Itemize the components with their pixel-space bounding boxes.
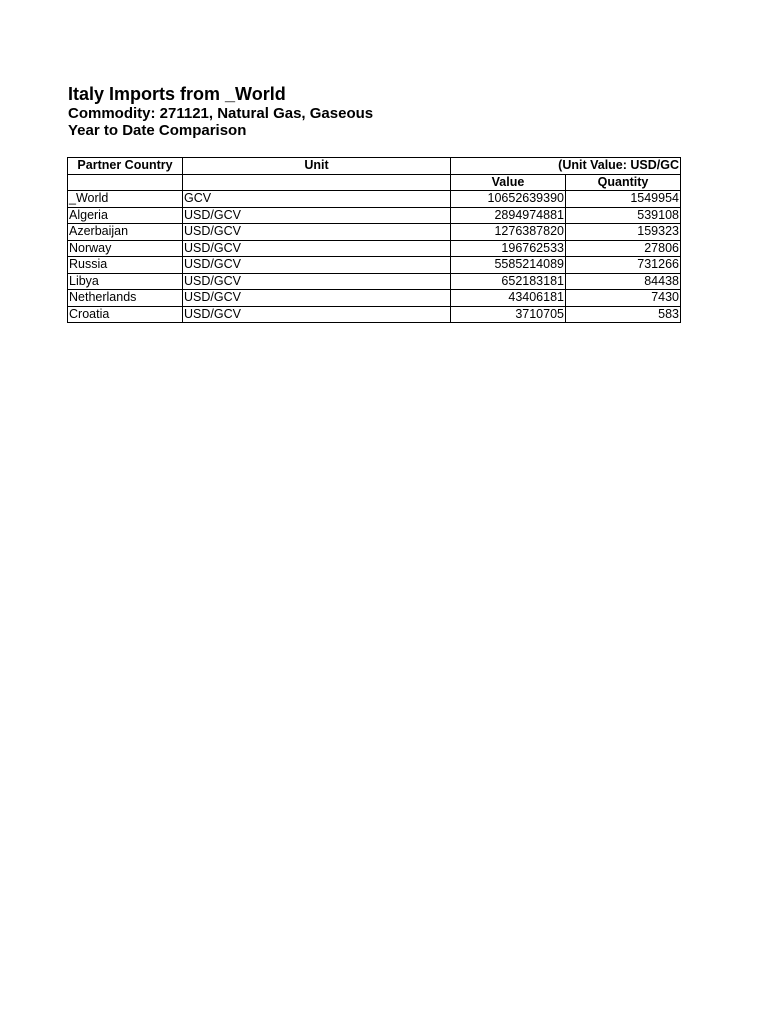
country-cell: Norway — [68, 240, 183, 257]
unit-cell: USD/GCV — [183, 240, 451, 257]
unit-cell: USD/GCV — [183, 273, 451, 290]
country-cell: Netherlands — [68, 290, 183, 307]
unit-cell: USD/GCV — [183, 224, 451, 241]
imports-table — [67, 157, 681, 323]
country-cell: Algeria — [68, 207, 183, 224]
unit-cell: USD/GCV — [183, 257, 451, 274]
table-row — [68, 207, 681, 224]
value-cell: 1276387820 — [451, 224, 566, 241]
value-cell: 10652639390 — [451, 191, 566, 208]
comparison-subtitle: Year to Date Comparison — [68, 122, 247, 139]
country-cell: Libya — [68, 273, 183, 290]
unit-cell: GCV — [183, 191, 451, 208]
value-cell: 43406181 — [451, 290, 566, 307]
value-cell: 3710705 — [451, 306, 566, 323]
unit-cell: USD/GCV — [183, 207, 451, 224]
table-row — [68, 240, 681, 257]
header-quantity: Quantity — [566, 174, 681, 191]
country-cell: Russia — [68, 257, 183, 274]
table-row — [68, 257, 681, 274]
report-title-block — [68, 84, 373, 139]
table-row — [68, 306, 681, 323]
report-title: Italy Imports from _World — [68, 84, 286, 104]
quantity-cell: 84438 — [566, 273, 681, 290]
header-row — [68, 158, 681, 175]
header-value: Value — [451, 174, 566, 191]
subheader-empty-cell — [183, 174, 451, 191]
table-row — [68, 290, 681, 307]
table-row — [68, 191, 681, 208]
header-partner-country: Partner Country — [68, 158, 183, 175]
country-cell: _World — [68, 191, 183, 208]
quantity-cell: 1549954 — [566, 191, 681, 208]
quantity-cell: 159323 — [566, 224, 681, 241]
value-cell: 5585214089 — [451, 257, 566, 274]
value-cell: 652183181 — [451, 273, 566, 290]
quantity-cell: 27806 — [566, 240, 681, 257]
table-row — [68, 273, 681, 290]
unit-cell: USD/GCV — [183, 290, 451, 307]
commodity-subtitle: Commodity: 271121, Natural Gas, Gaseous — [68, 105, 374, 122]
country-cell: Azerbaijan — [68, 224, 183, 241]
quantity-cell: 731266 — [566, 257, 681, 274]
unit-cell: USD/GCV — [183, 306, 451, 323]
quantity-cell: 7430 — [566, 290, 681, 307]
country-cell: Croatia — [68, 306, 183, 323]
header-unit: Unit — [183, 158, 451, 175]
value-cell: 196762533 — [451, 240, 566, 257]
quantity-cell: 539108 — [566, 207, 681, 224]
table-row — [68, 224, 681, 241]
header-unit-value: (Unit Value: USD/GC — [451, 158, 681, 175]
value-cell: 2894974881 — [451, 207, 566, 224]
subheader-empty-cell — [68, 174, 183, 191]
quantity-cell: 583 — [566, 306, 681, 323]
subheader-row — [68, 174, 681, 191]
